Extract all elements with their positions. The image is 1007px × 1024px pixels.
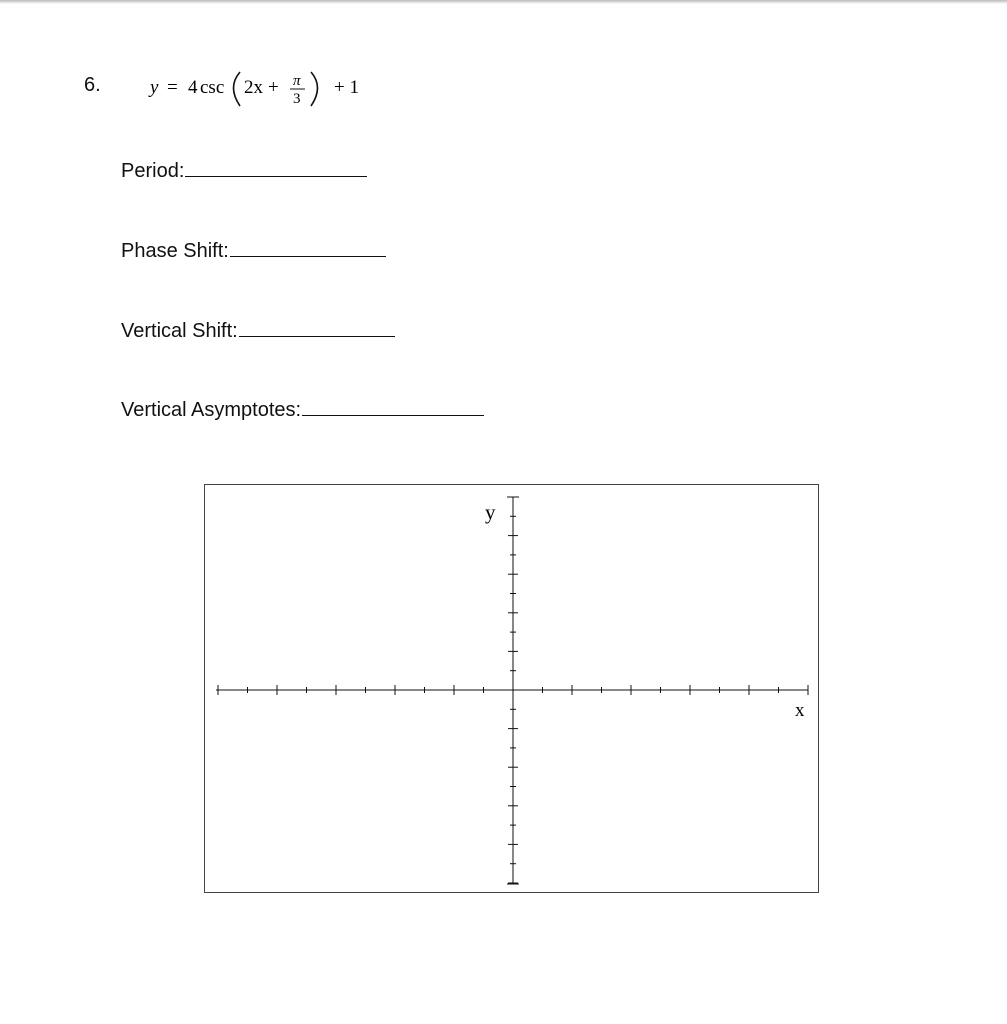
x-axis-label: x [795,700,805,721]
vertical-asymptotes-label: Vertical Asymptotes: [121,399,302,421]
top-edge-shadow [0,0,1007,4]
equation-function: csc [200,77,225,98]
period-label: Period: [121,160,185,182]
fraction-numerator: π [293,73,301,89]
graph-area[interactable] [204,484,819,893]
equation [148,66,388,112]
equation-equals: = [167,77,178,98]
right-parenthesis [311,72,318,106]
vertical-asymptotes-answer-line[interactable] [302,399,484,416]
equation-lhs: y [150,77,159,98]
period-answer-line[interactable] [185,160,367,177]
equation-coefficient: 4 [188,77,198,98]
vertical-shift-field [121,320,395,343]
equation-inner-term: 2x [244,77,263,98]
equation-outer-term: + 1 [334,77,359,98]
vertical-asymptotes-field [121,399,484,422]
fraction-denominator: 3 [293,91,301,107]
vertical-shift-label: Vertical Shift: [121,320,238,342]
left-parenthesis [234,72,241,106]
vertical-shift-answer-line[interactable] [239,320,395,337]
phase-shift-field [121,240,386,263]
coordinate-axes [205,485,820,894]
period-field [121,160,367,183]
equation-inner-plus: + [268,77,279,98]
phase-shift-answer-line[interactable] [230,240,386,257]
phase-shift-label: Phase Shift: [121,240,229,262]
y-axis-label: y [485,500,496,524]
question-number: 6. [84,74,101,96]
